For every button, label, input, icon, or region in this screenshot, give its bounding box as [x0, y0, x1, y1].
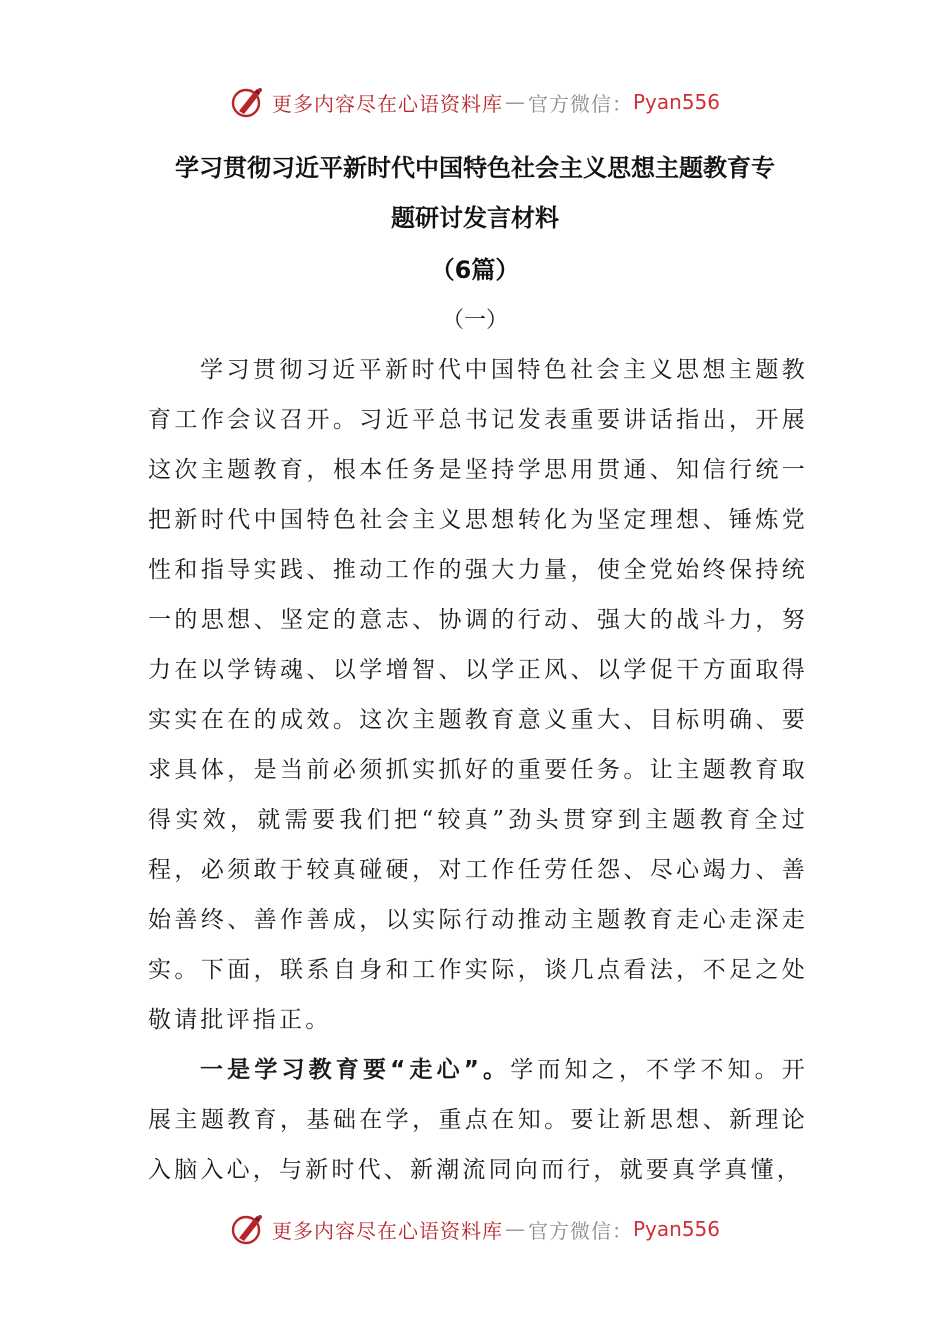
watermark-wechat-id: Pyan556 — [632, 1217, 720, 1241]
paragraph-heading: 一是学习教育要“走心”。 — [200, 1057, 511, 1083]
watermark-banner-bottom — [0, 1209, 950, 1249]
body-paragraph-1: 学习贯彻习近平新时代中国特色社会主义思想主题教育工作会议召开。习近平总书记发表重要讲话指出，开展这次主题教育，根本任务是坚持学思用贯通、知信行统一把新时代中国特色社会主义思想转化为坚定理想、锤炼党性和指导实践、推动工作的强大力量，使全党始终保持统一的思想、坚定的意志、协调的行动、强大的战斗力，努力在以学铸魂、以学增智、以学正风、以学促干方面取得实实在在的成效。这次主题教育意义重大、目标明确、要求具体，是当前必须抓实抓好的重要任务。让主题教育取得实效，就需要我们把“较真”劲头贯穿到主题教育全过程，必须敢于较真碰硬，对工作任劳任怨、尽心竭力、善始善终、善作善成，以实际行动推动主题教育走心走深走实。下面，联系自身和工作实际，谈几点看法，不足之处敬请批评指正。 — [148, 357, 808, 1033]
document-title-line2: 题研讨发言材料 — [391, 204, 559, 232]
watermark-text — [272, 88, 720, 117]
watermark-label: 官方微信： — [527, 91, 633, 116]
document-count: （6篇） — [430, 256, 520, 284]
section-number: （一） — [441, 308, 508, 333]
watermark-banner-top — [0, 82, 950, 122]
watermark-brand: 更多内容尽在心语资料库 — [271, 91, 503, 116]
watermark-dash: — — [504, 1217, 526, 1241]
paragraph-body: 学而知之，不学不知。开展主题教育，基础在学，重点在知。要让新思想、新理论入脑入心，与新时代、新潮流同向而行，就要真学真懂， — [148, 1057, 809, 1183]
document-title-line1: 学习贯彻习近平新时代中国特色社会主义思想主题教育专 — [175, 154, 775, 182]
watermark-text — [272, 1215, 720, 1244]
watermark-dash: — — [504, 90, 526, 114]
pen-circle-logo-icon — [230, 1211, 266, 1247]
watermark-brand: 更多内容尽在心语资料库 — [271, 1218, 503, 1243]
body-paragraph-2 — [148, 1045, 808, 1195]
watermark-wechat-id: Pyan556 — [632, 90, 720, 114]
watermark-label: 官方微信： — [527, 1218, 633, 1243]
pen-circle-logo-icon — [230, 84, 266, 120]
